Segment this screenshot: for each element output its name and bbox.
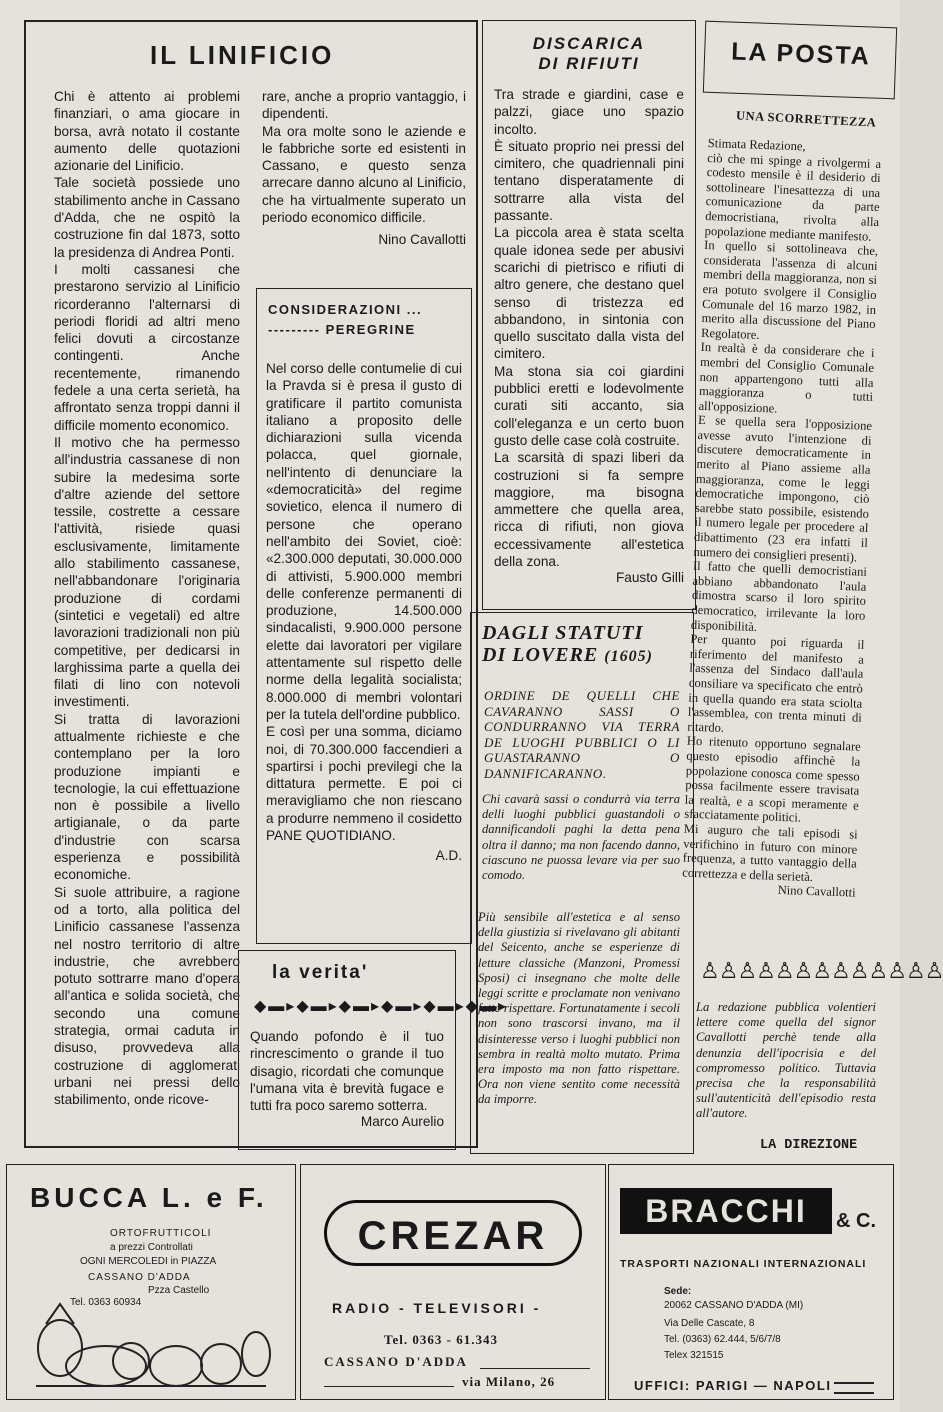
paragraph: I molti cassanesi che prestarono servizio al Linificio ricorderanno l'alternarsi di periodi floridi ad altri meno felici dovuti a circostanze contingenti. Anche recentemente, rimanendo fedele a una certa serietà, ha affrontato senza troppi danni il difficile momento economico.: [54, 261, 240, 433]
ad-crezar-tel: Tel. 0363 - 61.343: [384, 1332, 498, 1347]
paragraph: La scarsità di spazi liberi da costruzioni si fa sempre maggiore, ma bisogna ammettere che quella area, ricca di rifiuti, non giova eccessivamente all'estetica della zona.: [494, 450, 684, 570]
considerazioni-title-1: CONSIDERAZIONI ...: [268, 302, 423, 317]
ad-bracchi-city: 20062 CASSANO D'ADDA (MI): [664, 1300, 804, 1311]
paragraph: Nel corso delle contumelie di cui la Pravda si è presa il gusto di gratificare il partito comunista italiano a proposito delle dichiarazioni sulla vicenda polacca, quel giornale, nell'intento di denunciare la «democraticità» del regime sovietico, elenca il numero di persone che operano nell'ambito dei Soviet, cioè: «2.300.000 deputati, 30.000.000 di attivisti, 5.900.000 membri delle conferenze permanenti di produzione, 14.500.000 sindacalisti, 9.900.000 persone elette dai lavoratori per vigilare attentamente sul rispetto delle norme della legalità socialista; 8.000.000 di membri volontari per la tutela dell'ordine pubblico.: [266, 361, 462, 722]
paragraph: Chi è attento ai problemi finanziari, o ama giocare in borsa, avrà notato il costante aumento delle quotazioni azionarie del Linificio.: [54, 89, 240, 174]
paragraph: rare, anche a proprio vantaggio, i dipendenti.: [262, 89, 466, 122]
ad-bracchi-addr: Via Delle Cascate, 8: [664, 1318, 755, 1329]
ad-bracchi-uffici: UFFICI: PARIGI — NAPOLI: [634, 1378, 832, 1393]
verita-author: Marco Aurelio: [360, 1114, 444, 1130]
paragraph: Ho ritenuto opportuno segnalare questo episodio affinchè la popolazione conosca come spesso possa facilmente essere travisata la realtà, e a scopi meramente e sfacciatamente politici.: [684, 733, 862, 825]
ad-bucca-line1: ORTOFRUTTICOLI: [110, 1228, 212, 1239]
paragraph: Quando pofondo è il tuo rincrescimento o grande il tuo disagio, ricordati che comunque l'umana vita è brevità fugace e tutti fra poco saremo sotterra.: [250, 1029, 444, 1114]
paragraph: Per quanto poi riguarda il riferimento del manifesto a l'assenza del Sindaco dall'aula consiliare va specificato che entrò in quella quando era stata sciolta l'assemblea, con trenta minuti di ritardo.: [687, 631, 865, 735]
linificio-author: Nino Cavallotti: [378, 232, 466, 248]
ad-crezar-rule: [480, 1368, 590, 1369]
paragraph: Ma stona sia coi giardini pubblici eretti e lodevolmente curati siti accanto, sia coll'eleganza e un certo buon gusto delle case colà costruite.: [494, 363, 684, 448]
ad-bucca-name: BUCCA L. e F.: [30, 1182, 268, 1213]
statuti-year: (1605): [604, 648, 653, 665]
posta-direzione: LA DIREZIONE: [760, 1138, 858, 1153]
statuti-title-2: [482, 644, 653, 667]
ad-bracchi-lines: [834, 1382, 874, 1394]
paragraph: ciò che mi spinge a rivolgermi a codesto mensile è il desiderio di sottolineare l'inesattezza di una comunicazione da parte democristiana, rivolta alla popolazione mediante manifesto.: [704, 150, 882, 244]
posta-title: LA POSTA: [730, 37, 872, 71]
paragraph: È situato proprio nei pressi del cimitero, che quadriennali pini tentano disperatamente di sottrarre alla vista del passante.: [494, 138, 684, 224]
posta-subtitle: UNA SCORRETTEZZA: [735, 108, 877, 130]
posta-nota: [696, 1000, 876, 1128]
posta-body: [680, 136, 882, 954]
ad-bucca-line5: Pzza Castello: [148, 1285, 210, 1296]
paragraph: Tra strade e giardini, case e palzzi, giace uno spazio incolto.: [494, 87, 684, 137]
paragraph: Si suole attribuire, a ragione od a torto, alla politica del Linificio cassanese l'assenza nel nostro territorio di altre industrie, che avrebbero potuto sottrarre mano d'opera all'antica e solida società, che secondo una comune strategia, ormai caduta in disuso, provvedeva alla costruzione di agglomerati urbani nei pressi dello stabilimento, onde ricove-: [54, 884, 240, 1108]
statuti-title-1: DAGLI STATUTI: [482, 622, 644, 644]
ad-crezar-rule-2: [324, 1386, 454, 1387]
ad-bracchi-tel: Tel. (0363) 62.444, 5/6/7/8: [664, 1334, 781, 1345]
paragraph: E così per una somma, diciamo noi, di 70.300.000 faccendieri a spartirsi i pochi previlegi che la dittatura permette. E poi ci meravigliamo che non riescano a produrre nemmeno il cosidetto PANE QUOTIDIANO.: [266, 724, 462, 844]
verita-title: la verita': [272, 962, 369, 983]
verita-body: [250, 1028, 444, 1148]
paragraph: Tale società possiede uno stabilimento anche in Cassano d'Adda, che ne ospitò la costruzione fin dal 1873, sotto la presidenza di Andrea Ponti.: [54, 175, 240, 260]
ad-bracchi-line1: TRASPORTI NAZIONALI INTERNAZIONALI: [620, 1258, 867, 1270]
considerazioni-title-2: --------- PEREGRINE: [268, 322, 416, 337]
paragraph: In quello si sottolineava che, considerata l'assenza di alcuni membri della maggioranza, non si era potuto svolgere il Consiglio Comunale del 16 marzo 1982, in merito alla discussione del Piano Regolatore.: [700, 238, 879, 342]
ad-bucca-line4: CASSANO D'ADDA: [88, 1272, 191, 1283]
ad-bracchi-telex: Telex 321515: [664, 1350, 724, 1361]
discarica-body: [494, 86, 684, 606]
paragraph: In realtà è da considerare che i membri del Consiglio Comunale non appartengono tutti alla maggioranza o tutti all'opposizione.: [698, 340, 875, 416]
ad-bucca-line3: OGNI MERCOLEDI in PIAZZA: [80, 1256, 217, 1267]
paragraph: ORDINE DE QUELLI CHE CAVARANNO SASSI O CONDURRANNO VIA TERRA DE LUOGHI PUBBLICI O LI GUASTARANNO O DANNIFICARANNO.: [484, 688, 680, 781]
ad-crezar-city: CASSANO D'ADDA: [324, 1354, 468, 1369]
arrow-row-icon: ◆▬▸◆▬▸◆▬▸◆▬▸◆▬▸◆▬▸: [254, 998, 509, 1015]
statuti-quote: [482, 792, 680, 898]
linificio-title: IL LINIFICIO: [150, 40, 335, 70]
paragraph: La redazione pubblica volentieri lettere come quella del signor Cavallotti perchè tende alla denunzia dell'ipocrisia e del compromesso politico. Tuttavia precisa che la responsabilità sull'autenticità dell'episodio resta all'autore.: [696, 1000, 876, 1121]
fruit-basket-icon: [26, 1296, 276, 1396]
discarica-title-2: DI RIFIUTI: [538, 54, 640, 73]
paragraph: Ma ora molte sono le aziende e le fabbriche sorte ed esistenti in Cassano, e questo senza arrecare danno alcuno al Linificio, che ha virtualmente superato un periodo economico difficile.: [262, 123, 466, 226]
paragraph: E se quella sera l'opposizione avesse avuto l'intenzione di discutere democraticamente in merito al Piano assieme alla maggioranza, come le leggi democratiche impongono, ciò sarebbe stato possibile, esistendo il numero legale per procedere al dibattimento (23 era infatti il numero dei consiglieri presenti).: [693, 413, 873, 565]
considerazioni-author: A.D.: [435, 848, 462, 864]
ad-bracchi-suffix: & C.: [836, 1210, 876, 1232]
paragraph: Il fatto che quelli democristiani abbiano abbandonato l'aula dimostra scarso il loro spirito democratico, irrilevante la loro disponibilità.: [690, 558, 868, 634]
ad-bucca-line2: a prezzi Controllati: [110, 1242, 193, 1253]
statuti-ordine: [484, 688, 680, 780]
statuti-title-place: DI LOVERE: [482, 644, 599, 666]
paragraph: La piccola area è stata scelta quale idonea sede per abusivi scarichi di pietrisco e rifiuti di altro genere, che destano quel senso di tristezza ed abbandono, in sintonia con quello suscitato dalla vista del cimitero.: [494, 225, 684, 362]
paragraph: Si tratta di lavorazioni attualmente richieste e che contemplano per la loro produzione impianti e tecnologie, la cui effettuazione non è possibile a livello artigianale, o da parte d'industrie con scarsa esperienza e possibilità economiche.: [54, 711, 240, 883]
statuti-commento: [478, 910, 680, 1150]
ad-crezar-line1: RADIO - TELEVISORI -: [332, 1300, 542, 1316]
ad-crezar-logo: CREZAR: [324, 1200, 582, 1266]
ad-bucca-tel: Tel. 0363 60934: [70, 1297, 142, 1308]
paragraph: Stimata Redazione,: [707, 136, 806, 154]
paragraph: Chi cavarà sassi o condurrà via terra delli luoghi pubblici guastandoli o dannificandoli paghi la detta pena oltra il danno; ma non facendo danno, ciascuno ne puossa levare via per suo comodo.: [482, 792, 680, 883]
ad-crezar-addr: via Milano, 26: [462, 1374, 556, 1389]
paragraph: Il motivo che ha permesso all'industria cassanese di non subire la medesima sorte d'altre aziende del settore tessile, costrette a cessare l'attività, risiede quasi esclusivamente, limitamente allo stabilimento cassanese, nell'abbandonare l'originaria produzione di cordami (sintetici e vegetali) ed altre lavorazioni tradizionali non più competitive, per dedicarsi in larghissima parte a quella dei filati di lino con notevoli investimenti.: [54, 434, 240, 710]
paragraph: Mi auguro che tali episodi si verifichino in futuro con minore frequenza, a tutto vantaggio della correttezza e della serietà.: [682, 821, 858, 884]
discarica-author: Fausto Gilli: [616, 570, 684, 586]
linificio-column-1: [54, 88, 240, 1146]
ad-bracchi-sede: Sede:: [664, 1286, 692, 1297]
paragraph: Più sensibile all'estetica e al senso della giustizia si rivelavano gli abitanti del Seicento, anche se esperienze di letture classiche (Manzoni, Promessi Sposi) ci insegnano che molte delle leggi scritte e proclamate non venivano fatte rispettare. Fortunatamente i secoli non sono trascorsi invano, ma il disinteresse verso i luoghi pubblici non sembra in realtà molto mutato. Prima era imposto ma non fatto rispettare. Ora non viene sentito come necessità da imporre.: [478, 910, 680, 1107]
ad-bracchi-logo: BRACCHI: [620, 1188, 832, 1234]
posta-author: Nino Cavallotti: [777, 883, 856, 900]
discarica-title-1: DISCARICA: [532, 34, 646, 53]
linificio-column-2: [262, 88, 466, 278]
people-row-icon: ♙♙♙♙♙♙♙♙♙♙♙♙♙: [700, 958, 943, 983]
considerazioni-body: [266, 360, 462, 940]
